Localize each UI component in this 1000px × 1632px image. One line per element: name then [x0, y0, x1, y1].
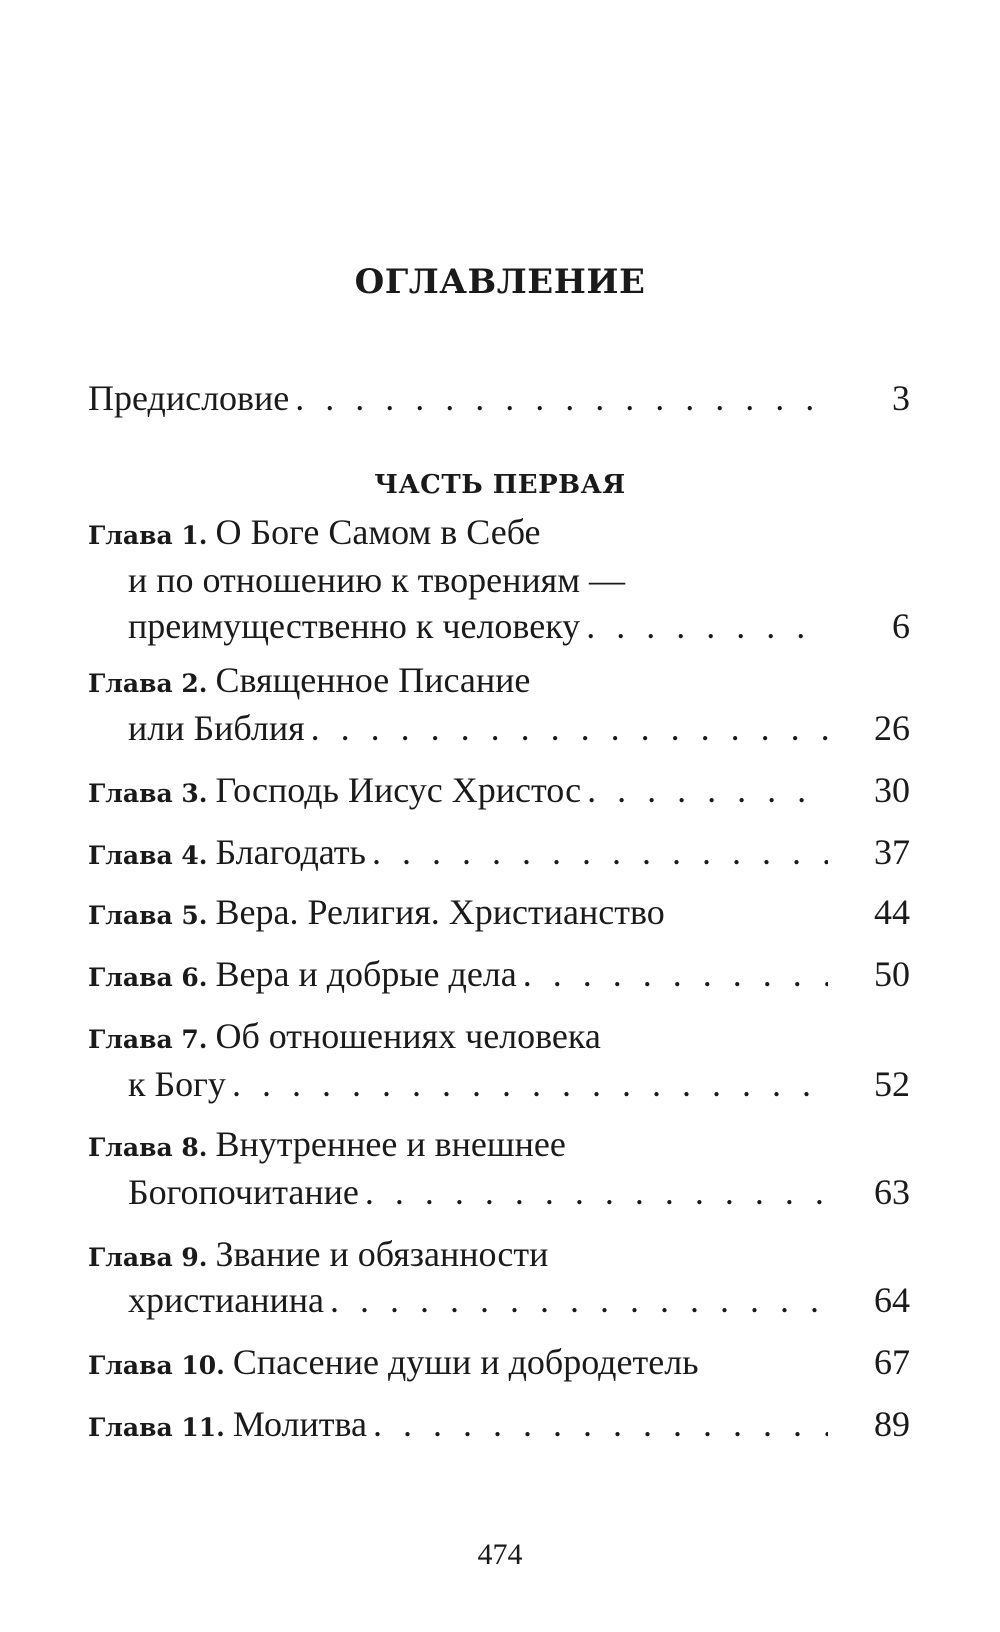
dot-leader [587, 766, 828, 814]
toc-entry-chapter-5 [88, 888, 910, 936]
dot-leader [372, 828, 828, 876]
page-number: 37 [874, 832, 910, 872]
dot-leader [523, 950, 828, 998]
page-number: 6 [892, 606, 910, 646]
toc-entry-chapter-7-continued [128, 1060, 910, 1108]
dot-leader [365, 1168, 828, 1216]
entry-title: Вера. Религия. Христианство [215, 892, 665, 932]
chapter-label: Глава 3. [88, 779, 208, 808]
entry-title: Священное Писание [215, 660, 531, 700]
toc-entry-chapter-8-continued [128, 1168, 910, 1216]
entry-title: Вера и добрые дела [215, 954, 517, 994]
page-number: 67 [874, 1342, 910, 1382]
chapter-label: Глава 2. [88, 669, 208, 698]
toc-entry-chapter-6 [88, 950, 910, 998]
toc-entry-chapter-2-continued [128, 704, 910, 752]
chapter-label: Глава 6. [88, 963, 208, 992]
toc-entry-chapter-1-continued [128, 556, 910, 604]
page-number: 26 [874, 708, 910, 748]
chapter-label: Глава 5. [88, 901, 208, 930]
entry-title: О Боге Самом в Себе [215, 512, 541, 552]
dot-leader [295, 374, 828, 422]
chapter-label: Глава 11. [88, 1413, 225, 1442]
page-title: ОГЛАВЛЕНИЕ [354, 262, 646, 302]
toc-entry-chapter-3 [88, 766, 910, 814]
entry-title: Об отношениях человека [215, 1016, 601, 1056]
toc-entry-chapter-10 [88, 1338, 910, 1386]
toc-entry-chapter-1-continued [128, 602, 910, 650]
toc-entry-chapter-1 [88, 508, 910, 556]
toc-entry-chapter-9-continued [128, 1276, 910, 1324]
page-number: 64 [874, 1280, 910, 1320]
page-number: 44 [874, 892, 910, 932]
entry-title: Предисловие [88, 378, 290, 418]
entry-title: Внутреннее и внешнее [215, 1124, 566, 1164]
page-number: 89 [874, 1404, 910, 1444]
toc-entry-chapter-2 [88, 656, 910, 704]
page-number: 3 [892, 378, 910, 418]
chapter-label: Глава 4. [88, 841, 208, 870]
entry-title: Молитва [232, 1404, 367, 1444]
entry-title: или Библия [128, 708, 305, 748]
entry-title: Богопочитание [128, 1172, 359, 1212]
dot-leader [373, 1400, 828, 1448]
entry-title: преимущественно к человеку [128, 606, 581, 646]
toc-entry-preface [88, 374, 910, 422]
entry-title: и по отношению к творениям — [128, 560, 626, 600]
page-number: 30 [874, 770, 910, 810]
chapter-label: Глава 10. [88, 1351, 225, 1380]
dot-leader [586, 602, 828, 650]
dot-leader [330, 1276, 828, 1324]
entry-title: Благодать [215, 832, 366, 872]
page-number: 52 [874, 1064, 910, 1104]
chapter-label: Глава 7. [88, 1025, 208, 1054]
toc-entry-chapter-8 [88, 1120, 910, 1168]
dot-leader [232, 1060, 828, 1108]
toc-entry-chapter-7 [88, 1012, 910, 1060]
toc-entry-chapter-9 [88, 1230, 910, 1278]
toc-entry-chapter-11 [88, 1400, 910, 1448]
page-number: 50 [874, 954, 910, 994]
dot-leader [311, 704, 828, 752]
entry-title: христианина [128, 1280, 324, 1320]
entry-title: к Богу [128, 1064, 226, 1104]
page-number: 63 [874, 1172, 910, 1212]
toc-entry-chapter-4 [88, 828, 910, 876]
entry-title: Звание и обязанности [215, 1234, 549, 1274]
part-title: ЧАСТЬ ПЕРВАЯ [374, 470, 626, 500]
page-folio-number: 474 [477, 1538, 523, 1571]
entry-title: Господь Иисус Христос [215, 770, 582, 810]
entry-title: Спасение души и добродетель [232, 1342, 699, 1382]
chapter-label: Глава 1. [88, 521, 208, 550]
chapter-label: Глава 9. [88, 1243, 208, 1272]
chapter-label: Глава 8. [88, 1133, 208, 1162]
